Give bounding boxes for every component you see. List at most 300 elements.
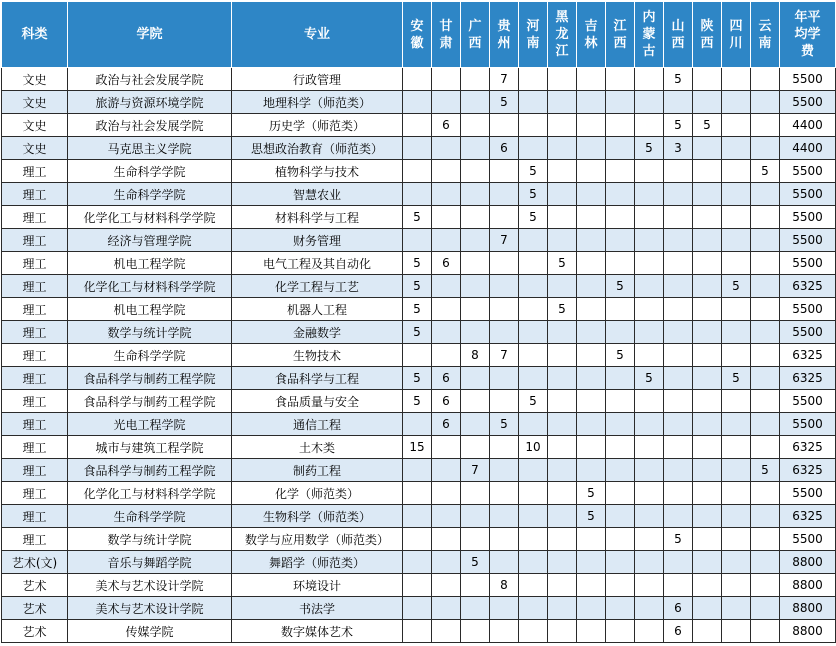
cell-quota	[519, 413, 548, 436]
cell-quota	[490, 436, 519, 459]
cell-quota	[461, 413, 490, 436]
cell-quota	[432, 298, 461, 321]
cell-quota	[432, 597, 461, 620]
cell-major: 化学工程与工艺	[232, 275, 403, 298]
header-province: 陕西	[693, 2, 722, 68]
table-row	[2, 436, 836, 459]
cell-quota	[751, 482, 780, 505]
cell-type: 理工	[2, 390, 68, 413]
cell-quota	[635, 551, 664, 574]
cell-quota: 6	[664, 597, 693, 620]
cell-quota	[548, 528, 577, 551]
cell-type: 理工	[2, 183, 68, 206]
cell-fee: 8800	[780, 551, 836, 574]
cell-major: 书法学	[232, 597, 403, 620]
cell-quota	[461, 114, 490, 137]
table-row	[2, 597, 836, 620]
cell-quota	[577, 252, 606, 275]
table-row	[2, 183, 836, 206]
header-province: 江西	[606, 2, 635, 68]
header-province: 山西	[664, 2, 693, 68]
cell-fee: 6325	[780, 367, 836, 390]
cell-quota	[519, 551, 548, 574]
cell-quota	[519, 505, 548, 528]
cell-quota: 6	[432, 367, 461, 390]
cell-quota	[577, 68, 606, 91]
cell-quota	[577, 413, 606, 436]
cell-quota	[635, 206, 664, 229]
cell-quota	[461, 620, 490, 643]
cell-quota	[722, 206, 751, 229]
table-row	[2, 459, 836, 482]
cell-quota: 5	[664, 114, 693, 137]
table-row	[2, 505, 836, 528]
cell-quota	[722, 482, 751, 505]
cell-fee: 5500	[780, 206, 836, 229]
cell-quota	[635, 390, 664, 413]
cell-fee: 4400	[780, 114, 836, 137]
cell-quota	[664, 367, 693, 390]
cell-type: 文史	[2, 137, 68, 160]
cell-quota: 6	[664, 620, 693, 643]
cell-quota	[490, 206, 519, 229]
cell-quota: 5	[722, 275, 751, 298]
cell-quota	[461, 229, 490, 252]
cell-quota	[577, 390, 606, 413]
cell-quota	[548, 321, 577, 344]
cell-quota	[432, 91, 461, 114]
cell-quota	[548, 229, 577, 252]
cell-quota: 5	[548, 298, 577, 321]
cell-type: 理工	[2, 321, 68, 344]
cell-quota	[635, 436, 664, 459]
cell-quota	[461, 436, 490, 459]
cell-quota: 5	[606, 275, 635, 298]
cell-quota: 6	[432, 114, 461, 137]
cell-quota: 5	[635, 367, 664, 390]
cell-quota	[722, 344, 751, 367]
cell-quota	[751, 505, 780, 528]
cell-quota	[722, 137, 751, 160]
table-row	[2, 252, 836, 275]
cell-quota	[461, 252, 490, 275]
cell-quota: 5	[635, 137, 664, 160]
cell-quota	[722, 413, 751, 436]
cell-major: 生物技术	[232, 344, 403, 367]
header-school: 学院	[68, 2, 232, 68]
cell-quota	[577, 160, 606, 183]
cell-quota	[664, 160, 693, 183]
cell-school: 美术与艺术设计学院	[68, 574, 232, 597]
cell-quota	[519, 91, 548, 114]
cell-quota	[577, 183, 606, 206]
cell-quota	[664, 275, 693, 298]
cell-quota	[577, 367, 606, 390]
cell-quota	[693, 528, 722, 551]
cell-major: 舞蹈学（师范类）	[232, 551, 403, 574]
header-province: 河南	[519, 2, 548, 68]
cell-quota	[693, 160, 722, 183]
cell-quota	[577, 298, 606, 321]
cell-quota	[577, 114, 606, 137]
cell-quota	[490, 482, 519, 505]
cell-quota	[577, 528, 606, 551]
cell-type: 理工	[2, 229, 68, 252]
cell-type: 理工	[2, 160, 68, 183]
cell-quota	[461, 321, 490, 344]
table-row	[2, 620, 836, 643]
cell-fee: 5500	[780, 229, 836, 252]
cell-major: 材料科学与工程	[232, 206, 403, 229]
cell-quota: 5	[403, 252, 432, 275]
cell-fee: 5500	[780, 298, 836, 321]
cell-quota	[635, 91, 664, 114]
cell-quota	[606, 367, 635, 390]
cell-quota: 5	[490, 413, 519, 436]
cell-quota	[606, 229, 635, 252]
table-row	[2, 367, 836, 390]
cell-school: 食品科学与制药工程学院	[68, 367, 232, 390]
cell-quota	[577, 597, 606, 620]
cell-quota	[635, 597, 664, 620]
cell-fee: 5500	[780, 390, 836, 413]
header-province: 四川	[722, 2, 751, 68]
cell-quota	[432, 574, 461, 597]
cell-quota	[577, 620, 606, 643]
cell-quota	[664, 183, 693, 206]
cell-quota	[548, 551, 577, 574]
cell-quota	[548, 114, 577, 137]
table-row	[2, 344, 836, 367]
cell-quota	[577, 275, 606, 298]
header-province: 云南	[751, 2, 780, 68]
cell-quota: 5	[461, 551, 490, 574]
cell-quota	[693, 459, 722, 482]
cell-quota	[722, 183, 751, 206]
cell-quota	[664, 321, 693, 344]
cell-quota	[490, 620, 519, 643]
cell-quota	[403, 137, 432, 160]
cell-quota	[548, 206, 577, 229]
cell-quota	[519, 229, 548, 252]
cell-fee: 6325	[780, 275, 836, 298]
cell-type: 理工	[2, 505, 68, 528]
cell-school: 机电工程学院	[68, 298, 232, 321]
cell-quota	[577, 321, 606, 344]
cell-quota	[432, 459, 461, 482]
cell-quota	[722, 390, 751, 413]
cell-quota: 5	[490, 91, 519, 114]
cell-quota	[548, 620, 577, 643]
header-province: 安徽	[403, 2, 432, 68]
cell-quota	[693, 229, 722, 252]
cell-quota	[577, 459, 606, 482]
cell-school: 数学与统计学院	[68, 528, 232, 551]
cell-quota	[432, 482, 461, 505]
cell-fee: 5500	[780, 68, 836, 91]
cell-quota: 5	[722, 367, 751, 390]
cell-quota	[519, 114, 548, 137]
cell-quota	[606, 505, 635, 528]
table-row	[2, 91, 836, 114]
cell-quota	[606, 528, 635, 551]
cell-quota	[606, 390, 635, 413]
cell-quota	[606, 413, 635, 436]
cell-quota: 3	[664, 137, 693, 160]
cell-quota	[722, 229, 751, 252]
cell-quota	[577, 206, 606, 229]
enrollment-plan-table	[1, 1, 836, 643]
cell-quota	[606, 482, 635, 505]
cell-quota	[519, 459, 548, 482]
cell-quota	[519, 252, 548, 275]
cell-quota	[403, 528, 432, 551]
cell-school: 生命科学学院	[68, 160, 232, 183]
cell-quota	[751, 436, 780, 459]
cell-quota: 5	[519, 160, 548, 183]
cell-quota: 5	[519, 206, 548, 229]
cell-quota: 5	[548, 252, 577, 275]
cell-quota	[461, 367, 490, 390]
cell-quota	[519, 137, 548, 160]
cell-major: 化学（师范类）	[232, 482, 403, 505]
cell-quota	[693, 620, 722, 643]
cell-quota	[432, 275, 461, 298]
cell-quota: 5	[403, 206, 432, 229]
cell-quota	[606, 597, 635, 620]
cell-quota	[432, 620, 461, 643]
cell-quota	[461, 68, 490, 91]
cell-quota	[722, 459, 751, 482]
cell-fee: 5500	[780, 413, 836, 436]
cell-quota	[490, 298, 519, 321]
cell-quota	[519, 321, 548, 344]
cell-quota	[548, 597, 577, 620]
cell-quota	[635, 275, 664, 298]
cell-quota: 7	[490, 68, 519, 91]
cell-quota	[403, 505, 432, 528]
cell-type: 文史	[2, 68, 68, 91]
cell-quota	[751, 114, 780, 137]
cell-quota	[693, 137, 722, 160]
cell-type: 理工	[2, 367, 68, 390]
cell-quota	[635, 574, 664, 597]
cell-quota	[693, 206, 722, 229]
cell-quota	[664, 551, 693, 574]
cell-school: 数学与统计学院	[68, 321, 232, 344]
cell-quota	[751, 367, 780, 390]
cell-major: 食品科学与工程	[232, 367, 403, 390]
cell-quota	[403, 91, 432, 114]
cell-quota: 5	[403, 390, 432, 413]
cell-major: 土木类	[232, 436, 403, 459]
cell-quota	[519, 275, 548, 298]
cell-quota	[548, 482, 577, 505]
table-row	[2, 68, 836, 91]
cell-quota	[606, 206, 635, 229]
table-row	[2, 413, 836, 436]
cell-quota	[548, 344, 577, 367]
cell-fee: 5500	[780, 160, 836, 183]
cell-quota	[519, 344, 548, 367]
cell-quota	[461, 574, 490, 597]
table-row	[2, 137, 836, 160]
cell-quota	[751, 252, 780, 275]
cell-quota	[751, 298, 780, 321]
cell-quota	[635, 505, 664, 528]
cell-quota	[490, 252, 519, 275]
cell-school: 化学化工与材料科学学院	[68, 482, 232, 505]
cell-quota	[664, 505, 693, 528]
cell-quota	[635, 252, 664, 275]
cell-type: 理工	[2, 275, 68, 298]
cell-fee: 8800	[780, 574, 836, 597]
cell-fee: 5500	[780, 91, 836, 114]
cell-quota	[606, 551, 635, 574]
cell-quota	[606, 298, 635, 321]
cell-quota	[490, 160, 519, 183]
cell-quota	[403, 620, 432, 643]
header-province: 贵州	[490, 2, 519, 68]
cell-quota	[664, 459, 693, 482]
cell-quota	[461, 482, 490, 505]
cell-quota: 6	[432, 390, 461, 413]
cell-type: 理工	[2, 344, 68, 367]
cell-quota	[635, 298, 664, 321]
cell-quota	[751, 528, 780, 551]
cell-fee: 5500	[780, 183, 836, 206]
cell-major: 历史学（师范类）	[232, 114, 403, 137]
cell-quota	[432, 551, 461, 574]
cell-quota	[432, 206, 461, 229]
cell-quota	[664, 574, 693, 597]
cell-quota	[403, 183, 432, 206]
cell-quota	[577, 229, 606, 252]
cell-quota	[548, 574, 577, 597]
cell-quota: 7	[461, 459, 490, 482]
cell-quota	[548, 413, 577, 436]
cell-quota	[751, 206, 780, 229]
cell-quota	[722, 160, 751, 183]
cell-quota	[403, 160, 432, 183]
cell-school: 生命科学学院	[68, 505, 232, 528]
cell-quota	[461, 390, 490, 413]
cell-quota	[693, 436, 722, 459]
cell-major: 环境设计	[232, 574, 403, 597]
cell-quota: 5	[751, 459, 780, 482]
cell-quota	[693, 252, 722, 275]
cell-quota	[751, 551, 780, 574]
cell-quota	[693, 68, 722, 91]
cell-quota	[519, 574, 548, 597]
cell-quota: 5	[403, 298, 432, 321]
table-row	[2, 551, 836, 574]
cell-quota	[490, 275, 519, 298]
cell-quota	[606, 459, 635, 482]
cell-fee: 6325	[780, 505, 836, 528]
cell-fee: 5500	[780, 321, 836, 344]
cell-fee: 6325	[780, 344, 836, 367]
cell-quota	[606, 137, 635, 160]
cell-quota	[693, 574, 722, 597]
cell-quota	[722, 574, 751, 597]
cell-school: 化学化工与材料科学学院	[68, 206, 232, 229]
cell-quota	[606, 68, 635, 91]
cell-quota	[461, 206, 490, 229]
cell-quota	[432, 229, 461, 252]
cell-quota: 10	[519, 436, 548, 459]
cell-quota	[548, 68, 577, 91]
cell-school: 音乐与舞蹈学院	[68, 551, 232, 574]
cell-quota	[548, 137, 577, 160]
cell-major: 思想政治教育（师范类）	[232, 137, 403, 160]
cell-quota	[548, 367, 577, 390]
cell-quota	[751, 344, 780, 367]
header-province: 黑龙江	[548, 2, 577, 68]
cell-quota	[606, 321, 635, 344]
table-row	[2, 574, 836, 597]
cell-quota	[664, 252, 693, 275]
cell-quota	[519, 597, 548, 620]
cell-type: 艺术	[2, 620, 68, 643]
cell-quota	[635, 344, 664, 367]
cell-quota: 5	[403, 321, 432, 344]
cell-quota	[635, 459, 664, 482]
cell-fee: 5500	[780, 482, 836, 505]
cell-type: 理工	[2, 459, 68, 482]
cell-school: 政治与社会发展学院	[68, 114, 232, 137]
cell-quota	[461, 275, 490, 298]
cell-quota	[577, 574, 606, 597]
cell-quota	[490, 459, 519, 482]
cell-quota	[403, 459, 432, 482]
cell-school: 经济与管理学院	[68, 229, 232, 252]
cell-quota	[606, 620, 635, 643]
cell-type: 理工	[2, 482, 68, 505]
cell-school: 马克思主义学院	[68, 137, 232, 160]
cell-major: 地理科学（师范类）	[232, 91, 403, 114]
cell-quota	[606, 183, 635, 206]
cell-quota: 6	[432, 252, 461, 275]
cell-quota: 5	[693, 114, 722, 137]
cell-school: 美术与艺术设计学院	[68, 597, 232, 620]
header-province: 甘肃	[432, 2, 461, 68]
cell-quota	[490, 597, 519, 620]
cell-quota	[461, 160, 490, 183]
cell-quota	[432, 528, 461, 551]
cell-quota: 5	[403, 275, 432, 298]
cell-quota	[664, 482, 693, 505]
cell-quota	[519, 482, 548, 505]
cell-quota	[664, 91, 693, 114]
cell-quota	[490, 114, 519, 137]
cell-quota: 5	[577, 482, 606, 505]
cell-quota	[635, 229, 664, 252]
table-row	[2, 298, 836, 321]
cell-quota	[635, 183, 664, 206]
cell-quota	[664, 390, 693, 413]
cell-type: 理工	[2, 252, 68, 275]
cell-quota	[577, 344, 606, 367]
cell-quota	[577, 551, 606, 574]
table-row	[2, 528, 836, 551]
cell-quota: 6	[490, 137, 519, 160]
cell-quota	[693, 91, 722, 114]
cell-quota	[490, 528, 519, 551]
cell-quota	[490, 183, 519, 206]
cell-quota	[722, 321, 751, 344]
table-row	[2, 114, 836, 137]
